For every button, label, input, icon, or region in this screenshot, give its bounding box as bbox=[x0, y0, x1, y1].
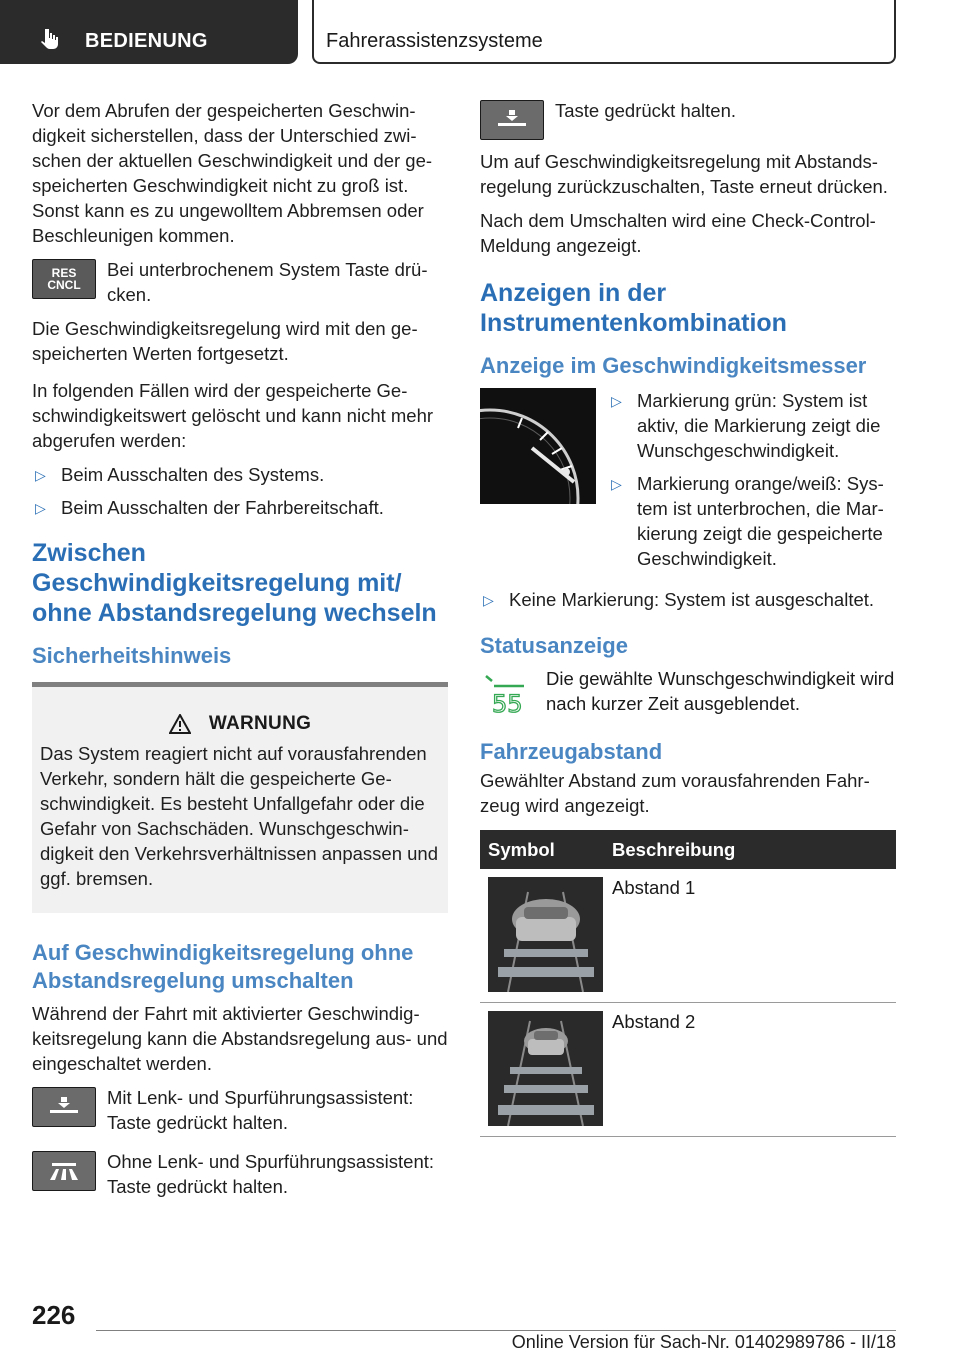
warning-text: Das System reagiert nicht auf vorausfahrenden Verkehr, sondern hält die gespeicherte Geschwindigkeit. Es besteht Unfallgefahr oder die Gefahr von Sachschäden. Wunschgeschwindigkeit den Verkehrsverhältnissen anpassen und ggf. bremsen. bbox=[40, 743, 439, 889]
switch-paragraph: Während der Fahrt mit aktivierter Geschwindigkeitsregelung kann die Abstandsregelung aus- und eingeschaltet werden. bbox=[32, 1003, 448, 1074]
with-assist-row bbox=[32, 1085, 448, 1135]
warning-header bbox=[40, 713, 440, 735]
without-assist-text: Ohne Lenk- und Spurführungsassistent: Taste gedrückt halten. bbox=[107, 1151, 435, 1197]
table-row bbox=[480, 869, 896, 1003]
section-label: BEDIENUNG bbox=[85, 30, 208, 52]
speedo-list bbox=[608, 388, 896, 579]
list-item bbox=[32, 462, 448, 487]
triangle-bullet-icon: ▷ bbox=[611, 476, 622, 492]
distance-bars-icon bbox=[44, 1094, 84, 1120]
right-column bbox=[480, 98, 896, 1137]
display-heading: Anzeigen in der Instrumentenkombination bbox=[480, 279, 787, 337]
triangle-bullet-icon: ▷ bbox=[35, 500, 46, 516]
distance-1-car-icon bbox=[488, 877, 603, 992]
warning-title: WARNUNG bbox=[208, 713, 312, 734]
list-item bbox=[32, 495, 448, 520]
cases-list bbox=[32, 462, 448, 520]
cncl-label: CNCL bbox=[47, 278, 81, 292]
lane-assist-icon bbox=[44, 1158, 84, 1184]
speedometer-needle-icon bbox=[480, 388, 596, 504]
status-heading: Statusanzeige bbox=[480, 633, 628, 658]
distance-button-icon bbox=[480, 100, 544, 140]
section-tab bbox=[0, 0, 298, 64]
res-label: RES bbox=[51, 266, 77, 280]
chapter-tab bbox=[312, 0, 896, 64]
triangle-bullet-icon: ▷ bbox=[483, 592, 494, 608]
res-cncl-button-icon bbox=[32, 259, 96, 299]
distance-paragraph: Gewählter Abstand zum vorausfahrenden Fahrzeug wird angezeigt. bbox=[480, 770, 870, 816]
table-cell-desc: Abstand 1 bbox=[604, 869, 896, 1003]
left-column bbox=[32, 98, 448, 1208]
table-header-description: Beschreibung bbox=[604, 830, 896, 869]
status-speed-value: 55 bbox=[492, 690, 523, 718]
distance-heading: Fahrzeugabstand bbox=[480, 739, 663, 764]
cases-intro: In folgenden Fällen wird der gespeicherte Geschwindigkeitswert gelöscht und kann nicht mehr abgerufen werden: bbox=[32, 380, 434, 451]
distance-button-icon bbox=[32, 1087, 96, 1127]
cc-paragraph: Nach dem Umschalten wird eine Check-Control-Meldung angezeigt. bbox=[480, 210, 876, 256]
online-version-text: Online Version für Sach-Nr. 01402989786 - II/18 bbox=[511, 1332, 896, 1352]
list-item-text: Beim Ausschalten der Fahrbereitschaft. bbox=[61, 497, 384, 518]
list-item-text: Markierung grün: System ist aktiv, die Markierung zeigt die Wunschgeschwindigkeit. bbox=[637, 390, 881, 461]
triangle-bullet-icon: ▷ bbox=[611, 393, 622, 409]
status-text: Die gewählte Wunschgeschwindigkeit wird nach kurzer Zeit ausgeblendet. bbox=[546, 668, 895, 714]
chapter-label: Fahrerassistenzsysteme bbox=[326, 30, 543, 52]
list-item-text: Keine Markierung: System ist ausgeschaltet. bbox=[509, 589, 875, 610]
list-item bbox=[480, 587, 896, 612]
speedo-off-list bbox=[480, 587, 896, 612]
safety-heading: Sicherheitshinweis bbox=[32, 643, 232, 668]
footer-divider bbox=[96, 1330, 896, 1331]
list-item-text: Beim Ausschalten des Systems. bbox=[61, 464, 325, 485]
distance-2-car-icon bbox=[488, 1011, 603, 1126]
warning-triangle-icon bbox=[169, 714, 191, 734]
table-cell-desc: Abstand 2 bbox=[604, 1003, 896, 1137]
continue-paragraph: Die Geschwindigkeitsregelung wird mit den gespeicherten Werten fortgesetzt. bbox=[32, 318, 418, 364]
intro-paragraph: Vor dem Abrufen der gespeicherten Geschwindigkeit sicherstellen, dass der Unterschied zwischen der aktuellen Geschwindigkeit und der gespeicherten Geschwindigkeit nicht zu groß ist. Sonst kann es zu ungewolltem Abbremsen oder Beschleunigen kommen. bbox=[32, 100, 433, 246]
warning-box bbox=[32, 682, 448, 913]
with-assist-text: Mit Lenk- und Spurführungsassistent: Taste gedrückt halten. bbox=[107, 1087, 414, 1133]
list-item bbox=[608, 388, 896, 463]
table-row bbox=[480, 1003, 896, 1137]
table-header-symbol: Symbol bbox=[480, 830, 604, 869]
cruise-speed-status-icon bbox=[480, 666, 536, 722]
res-row bbox=[32, 257, 448, 307]
distance-table bbox=[480, 830, 896, 1137]
list-item-text: Markierung orange/weiß: System ist unterbrochen, die Markierung zeigt die gespeicherte Geschwindigkeit. bbox=[637, 473, 884, 569]
speedometer-image bbox=[480, 388, 596, 504]
hand-icon bbox=[40, 28, 60, 50]
speedo-heading: Anzeige im Geschwindigkeitsmesser bbox=[480, 353, 867, 378]
hold-text: Taste gedrückt halten. bbox=[555, 100, 736, 121]
switch-heading: Zwischen Geschwindigkeitsregelung mit/ ohne Abstandsregelung wechseln bbox=[32, 539, 437, 627]
without-assist-row bbox=[32, 1149, 448, 1199]
triangle-bullet-icon: ▷ bbox=[35, 467, 46, 483]
res-text: Bei unterbrochenem System Taste drücken. bbox=[107, 259, 428, 305]
distance-bars-icon bbox=[492, 107, 532, 133]
lane-button-icon bbox=[32, 1151, 96, 1191]
status-row bbox=[480, 666, 896, 722]
page-number: 226 bbox=[32, 1300, 76, 1330]
switch-sub-heading: Auf Geschwindigkeitsregelung ohne Abstandsregelung umschalten bbox=[32, 940, 414, 993]
back-paragraph: Um auf Geschwindigkeitsregelung mit Abstandsregelung zurückzuschalten, Taste erneut drücken. bbox=[480, 151, 888, 197]
hold-row bbox=[480, 98, 896, 140]
list-item bbox=[608, 471, 896, 571]
speedo-row bbox=[480, 388, 896, 579]
